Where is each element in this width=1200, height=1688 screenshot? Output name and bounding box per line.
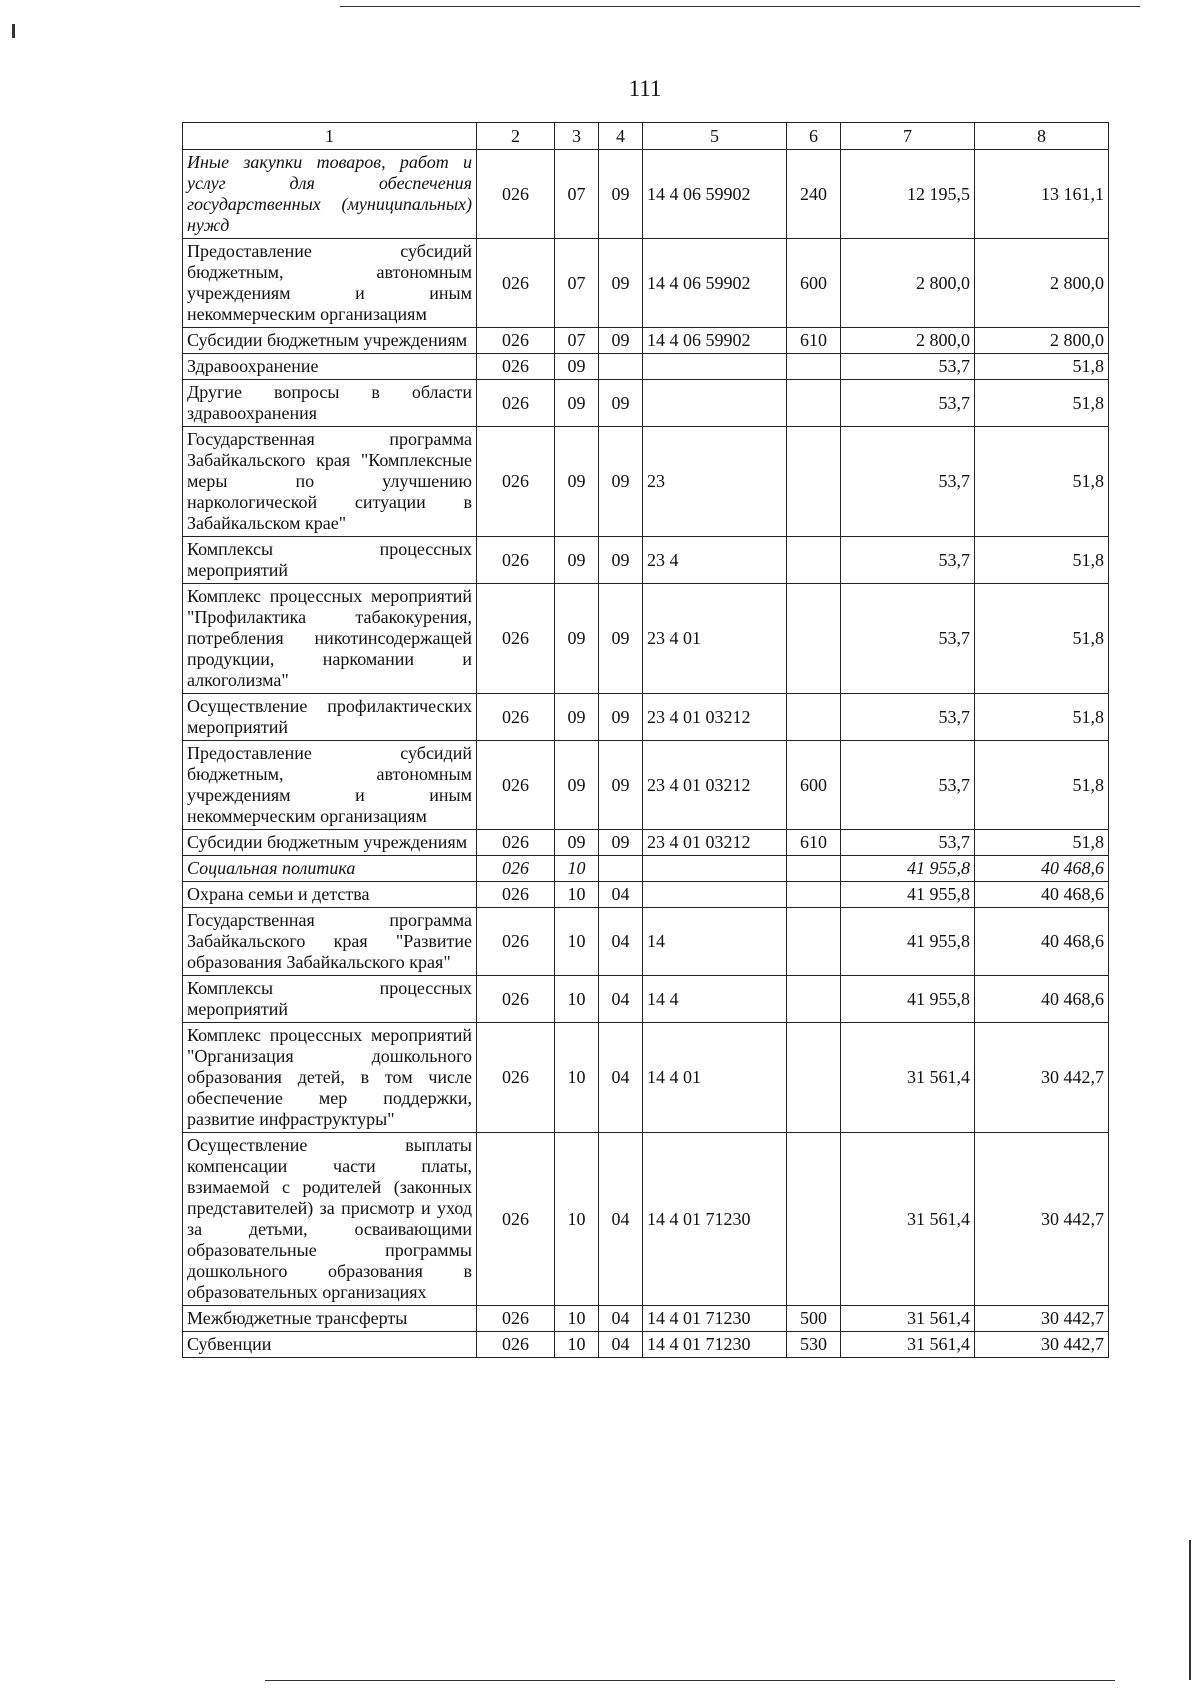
row-name-cell: Предоставление субсидий бюджетным, автономным учреждениям и иным некоммерческим организациям [183,239,477,328]
table-row [183,976,1109,1023]
row-amount-1-cell: 12 195,5 [841,150,975,239]
header-cell: 4 [599,123,643,150]
row-amount-1-cell: 41 955,8 [841,908,975,976]
scan-edge-top [340,6,1140,7]
row-pr-cell: 09 [599,741,643,830]
header-cell: 5 [643,123,787,150]
row-gp-cell: 026 [477,694,555,741]
row-pr-cell: 09 [599,584,643,694]
row-amount-2-cell: 30 442,7 [975,1306,1109,1332]
row-amount-1-cell: 53,7 [841,584,975,694]
row-csr-cell: 23 4 [643,537,787,584]
row-amount-1-cell: 31 561,4 [841,1023,975,1133]
row-gp-cell: 026 [477,1332,555,1358]
row-csr-cell: 23 4 01 03212 [643,741,787,830]
row-name-cell: Другие вопросы в области здравоохранения [183,380,477,427]
row-amount-1-cell: 41 955,8 [841,976,975,1023]
row-amount-1-cell: 53,7 [841,354,975,380]
row-vr-cell [787,882,841,908]
row-gp-cell: 026 [477,882,555,908]
row-csr-cell: 23 4 01 03212 [643,694,787,741]
row-amount-2-cell: 40 468,6 [975,908,1109,976]
row-amount-1-cell: 53,7 [841,741,975,830]
row-name-cell: Межбюджетные трансферты [183,1306,477,1332]
table-row [183,741,1109,830]
row-rz-cell: 09 [555,830,599,856]
row-amount-1-cell: 53,7 [841,694,975,741]
row-gp-cell: 026 [477,908,555,976]
row-rz-cell: 10 [555,1133,599,1306]
row-rz-cell: 10 [555,856,599,882]
row-csr-cell [643,354,787,380]
row-gp-cell: 026 [477,584,555,694]
row-csr-cell: 14 4 01 [643,1023,787,1133]
row-amount-2-cell: 51,8 [975,741,1109,830]
row-name-cell: Комплексы процессных мероприятий [183,976,477,1023]
row-name-cell: Охрана семьи и детства [183,882,477,908]
row-vr-cell: 530 [787,1332,841,1358]
row-pr-cell: 09 [599,150,643,239]
row-rz-cell: 09 [555,380,599,427]
row-csr-cell: 14 4 06 59902 [643,239,787,328]
row-rz-cell: 09 [555,584,599,694]
row-vr-cell: 240 [787,150,841,239]
row-amount-2-cell: 51,8 [975,830,1109,856]
row-vr-cell [787,380,841,427]
row-csr-cell: 14 4 06 59902 [643,150,787,239]
row-vr-cell [787,1023,841,1133]
row-amount-2-cell: 13 161,1 [975,150,1109,239]
row-rz-cell: 09 [555,741,599,830]
row-csr-cell: 23 4 01 [643,584,787,694]
row-csr-cell: 14 4 [643,976,787,1023]
row-vr-cell [787,537,841,584]
row-vr-cell: 500 [787,1306,841,1332]
row-gp-cell: 026 [477,741,555,830]
row-name-cell: Социальная политика [183,856,477,882]
table-row [183,150,1109,239]
header-cell: 3 [555,123,599,150]
row-gp-cell: 026 [477,1023,555,1133]
table-row [183,830,1109,856]
scan-mark-left [12,24,15,38]
row-gp-cell: 026 [477,976,555,1023]
row-gp-cell: 026 [477,380,555,427]
row-vr-cell [787,694,841,741]
row-gp-cell: 026 [477,427,555,537]
row-amount-2-cell: 51,8 [975,584,1109,694]
row-pr-cell: 09 [599,830,643,856]
row-name-cell: Субсидии бюджетным учреждениям [183,328,477,354]
table-row [183,239,1109,328]
row-amount-1-cell: 53,7 [841,830,975,856]
budget-table [182,122,1109,1358]
table-row [183,427,1109,537]
row-rz-cell: 10 [555,908,599,976]
row-amount-1-cell: 53,7 [841,380,975,427]
row-csr-cell: 14 4 01 71230 [643,1306,787,1332]
row-amount-1-cell: 2 800,0 [841,328,975,354]
row-amount-1-cell: 41 955,8 [841,882,975,908]
row-pr-cell: 04 [599,1133,643,1306]
row-amount-2-cell: 51,8 [975,354,1109,380]
row-amount-2-cell: 51,8 [975,380,1109,427]
row-pr-cell: 04 [599,1023,643,1133]
row-csr-cell: 14 4 06 59902 [643,328,787,354]
row-name-cell: Субсидии бюджетным учреждениям [183,830,477,856]
table-row [183,694,1109,741]
row-amount-1-cell: 31 561,4 [841,1306,975,1332]
header-cell: 1 [183,123,477,150]
row-vr-cell [787,976,841,1023]
row-name-cell: Здравоохранение [183,354,477,380]
table-header-row [183,123,1109,150]
row-pr-cell: 04 [599,882,643,908]
row-amount-2-cell: 30 442,7 [975,1133,1109,1306]
row-amount-1-cell: 31 561,4 [841,1133,975,1306]
row-name-cell: Государственная программа Забайкальского края "Развитие образования Забайкальского края" [183,908,477,976]
row-rz-cell: 07 [555,239,599,328]
row-rz-cell: 10 [555,976,599,1023]
row-rz-cell: 09 [555,427,599,537]
row-csr-cell: 23 [643,427,787,537]
row-rz-cell: 10 [555,882,599,908]
row-amount-2-cell: 30 442,7 [975,1332,1109,1358]
row-name-cell: Комплекс процессных мероприятий "Организация дошкольного образования детей, в том числе обеспечение мер поддержки, развитие инфраструктуры" [183,1023,477,1133]
row-pr-cell: 09 [599,427,643,537]
row-name-cell: Иные закупки товаров, работ и услуг для обеспечения государственных (муниципальных) нужд [183,150,477,239]
row-rz-cell: 09 [555,694,599,741]
table-row [183,380,1109,427]
header-cell: 8 [975,123,1109,150]
row-amount-2-cell: 40 468,6 [975,882,1109,908]
table-row [183,584,1109,694]
row-pr-cell: 09 [599,328,643,354]
row-amount-2-cell: 51,8 [975,537,1109,584]
row-gp-cell: 026 [477,328,555,354]
row-rz-cell: 10 [555,1306,599,1332]
page-number: 111 [628,76,662,101]
row-pr-cell: 09 [599,537,643,584]
row-gp-cell: 026 [477,150,555,239]
row-name-cell: Комплекс процессных мероприятий "Профилактика табакокурения, потребления никотинсодержащей продукции, наркомании и алкоголизма" [183,584,477,694]
row-name-cell: Осуществление выплаты компенсации части платы, взимаемой с родителей (законных представителей) за присмотр и уход за детьми, осваивающими образовательные программы дошкольного образования в образовательных организациях [183,1133,477,1306]
table-row [183,1332,1109,1358]
row-rz-cell: 09 [555,537,599,584]
row-vr-cell: 610 [787,830,841,856]
row-rz-cell: 07 [555,150,599,239]
scan-edge-bottom [265,1680,1115,1681]
row-pr-cell: 04 [599,976,643,1023]
row-rz-cell: 09 [555,354,599,380]
row-amount-1-cell: 41 955,8 [841,856,975,882]
row-gp-cell: 026 [477,1306,555,1332]
row-vr-cell [787,856,841,882]
table-row [183,908,1109,976]
table-row [183,1133,1109,1306]
table-row [183,354,1109,380]
row-gp-cell: 026 [477,354,555,380]
header-cell: 6 [787,123,841,150]
row-gp-cell: 026 [477,1133,555,1306]
row-csr-cell: 14 4 01 71230 [643,1133,787,1306]
row-rz-cell: 07 [555,328,599,354]
header-cell: 2 [477,123,555,150]
row-amount-2-cell: 2 800,0 [975,239,1109,328]
row-gp-cell: 026 [477,537,555,584]
row-vr-cell: 610 [787,328,841,354]
row-amount-2-cell: 30 442,7 [975,1023,1109,1133]
row-pr-cell: 04 [599,908,643,976]
row-pr-cell: 09 [599,239,643,328]
row-amount-1-cell: 53,7 [841,537,975,584]
row-rz-cell: 10 [555,1332,599,1358]
row-gp-cell: 026 [477,856,555,882]
scan-edge-right [1189,1540,1191,1680]
row-name-cell: Субвенции [183,1332,477,1358]
row-amount-2-cell: 40 468,6 [975,976,1109,1023]
row-vr-cell: 600 [787,239,841,328]
table-row [183,1023,1109,1133]
table-row [183,856,1109,882]
header-cell: 7 [841,123,975,150]
row-name-cell: Государственная программа Забайкальского края "Комплексные меры по улучшению наркологической ситуации в Забайкальском крае" [183,427,477,537]
row-pr-cell [599,856,643,882]
row-name-cell: Предоставление субсидий бюджетным, автономным учреждениям и иным некоммерческим организациям [183,741,477,830]
row-vr-cell [787,427,841,537]
row-csr-cell: 14 [643,908,787,976]
row-rz-cell: 10 [555,1023,599,1133]
row-vr-cell [787,584,841,694]
table-row [183,1306,1109,1332]
row-amount-2-cell: 51,8 [975,694,1109,741]
row-amount-2-cell: 40 468,6 [975,856,1109,882]
row-vr-cell [787,1133,841,1306]
row-amount-1-cell: 31 561,4 [841,1332,975,1358]
row-pr-cell: 04 [599,1306,643,1332]
row-vr-cell: 600 [787,741,841,830]
row-csr-cell: 23 4 01 03212 [643,830,787,856]
row-gp-cell: 026 [477,830,555,856]
row-amount-1-cell: 53,7 [841,427,975,537]
row-amount-1-cell: 2 800,0 [841,239,975,328]
row-amount-2-cell: 51,8 [975,427,1109,537]
row-vr-cell [787,354,841,380]
row-name-cell: Комплексы процессных мероприятий [183,537,477,584]
row-gp-cell: 026 [477,239,555,328]
row-name-cell: Осуществление профилактических мероприятий [183,694,477,741]
row-vr-cell [787,908,841,976]
row-pr-cell [599,354,643,380]
table-body [183,150,1109,1358]
row-csr-cell [643,380,787,427]
row-pr-cell: 09 [599,694,643,741]
row-csr-cell [643,882,787,908]
table-row [183,537,1109,584]
row-pr-cell: 09 [599,380,643,427]
row-csr-cell: 14 4 01 71230 [643,1332,787,1358]
table-row [183,328,1109,354]
row-amount-2-cell: 2 800,0 [975,328,1109,354]
row-csr-cell [643,856,787,882]
row-pr-cell: 04 [599,1332,643,1358]
table-row [183,882,1109,908]
